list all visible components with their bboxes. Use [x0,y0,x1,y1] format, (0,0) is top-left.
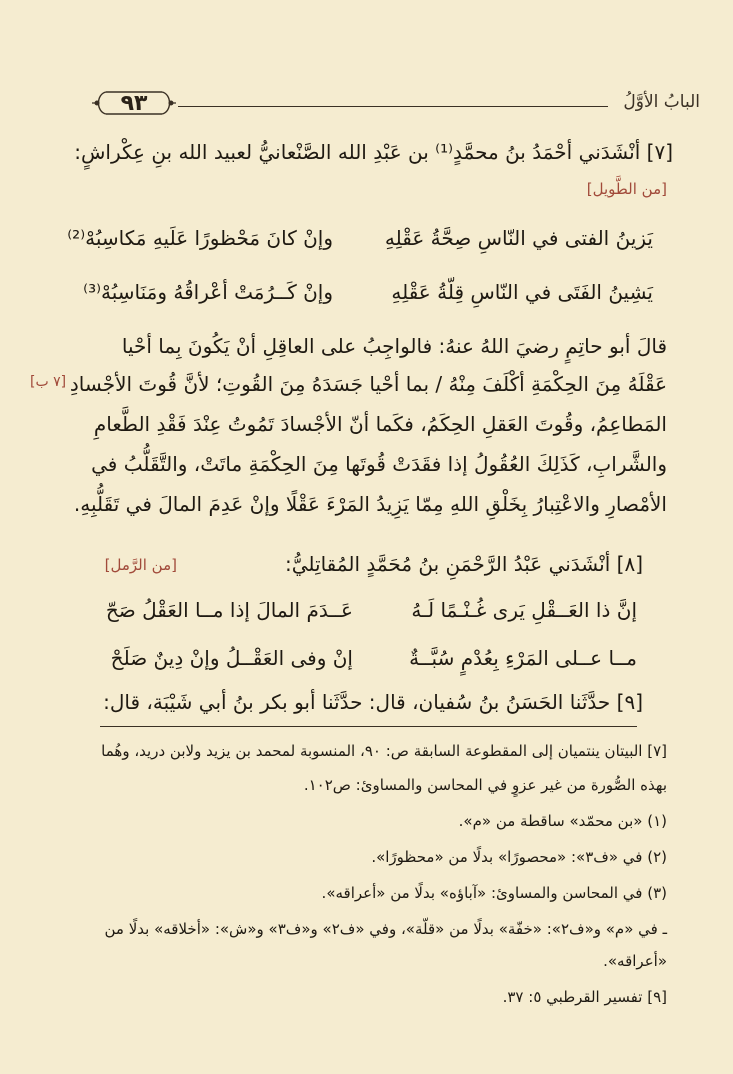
prose-line-5: الأمْصارِ والاعْتِبارُ بِخَلْقِ اللهِ مِمّا يَزِيدُ المَرْءَ عَقْلًا وإنْ عَدِمَ المالَ في تَقَلُّبِهِ. [73,492,667,516]
header-rule [178,106,608,107]
entry-8-verse-1-first: إنَّ ذا العَــقْلِ يَرى غُـنْـمًا لَـهُ [411,598,637,622]
page-header [60,86,700,122]
folio-mark: [٧ ب] [30,374,67,390]
entry-7-verse-2-first: يَشِينُ الفَتَى في النّاسِ قِلّةُ عَقْلِهِ [391,280,653,304]
footnote-line: (٢) في «ف٣»: «محصورًا» بدلًا من «محظورًا». [371,848,667,866]
footnote-line: [٧] البيتان ينتميان إلى المقطوعة السابقة ص: ٩٠، المنسوبة لمحمد بن يزيد ولابن دريد، وهُما [101,742,667,760]
entry-7-verse-2-second: وإنْ كَــرُمَتْ أعْراقُهُ ومَنَاسِبُهْ⁽³⁾ [83,280,333,304]
footnote-line: [٩] تفسير القرطبي ٥: ٣٧. [502,988,667,1006]
entry-7-meter: [من الطَّويل] [586,180,667,198]
prose-line-2: عَقْلَهُ مِنَ الحِكْمَةِ أكْلَفَ مِنْهُ / بما أحْيا جَسَدَهُ مِنَ القُوتِ؛ لأنَّ قُوتَ الأجْسادِ [69,372,667,396]
footnote-rule [100,726,637,727]
entry-8-verse-2-second: إنْ وفى العَقْــلُ وإنْ دِينٌ صَلَحْ [110,646,353,670]
entry-8-verse-1-second: عَــدَمَ المالَ إذا مــا العَقْلُ صَحّ [105,598,353,622]
prose-line-1: قالَ أبو حاتِمٍ رضيَ اللهُ عنهُ: فالواجِبُ على العاقِلِ أنْ يَكُونَ بِما أحْيا [121,334,667,358]
entry-9-heading: [٩] حدَّثَنا الحَسَنُ بنُ سُفيان، قال: حدَّثَنا أبو بكر بنُ أبي شَيْبَة، قال: [103,690,643,714]
entry-7-verse-1-first: يَزينُ الفتى في النّاسِ صِحَّةُ عَقْلِهِ [384,226,653,250]
footnote-line: «أعراقه». [603,952,667,970]
entry-8-verse-2-first: مــا عــلى المَرْءِ بِعُدْمٍ سُبَّــةٌ [409,646,637,670]
prose-line-3: المَطاعِمُ، وقُوتَ العَقلِ الحِكَمُ، فكَما أنّ الأجْسادَ تَمُوتُ عِنْدَ فَقْدِ الطَّعامِ [93,412,667,436]
footnote-line: (٣) في المحاسن والمساوئ: «آباؤه» بدلًا من «أعراقه». [321,884,667,902]
page-number-ornament [92,88,176,118]
footnote-line: بهذه الصُّورة من غير عزوٍ في المحاسن والمساوئ: ص١٠٢. [303,776,667,794]
chapter-title: البابُ الأوَّلُ [623,92,700,112]
entry-7-heading: [٧] أنْشَدَني أحْمَدُ بنُ محمَّدٍ⁽¹⁾ بن عَبْدِ الله الصَّنْعانيُّ لعبيد الله بنِ عِكْراشٍ: [74,140,673,164]
entry-8-heading: [٨] أنْشَدَني عَبْدُ الرَّحْمَنِ بنُ مُحَمَّدٍ المُقاتِليُّ: [284,552,643,576]
prose-line-4: والشَّرابِ، كَذَلِكَ العُقُولُ إذا فقَدَتْ قُوتَها مِنَ الحِكْمَةِ ماتَتْ، والتَّقَلُّبُ في [91,452,667,476]
entry-8-meter: [من الرَّمل] [104,556,177,574]
entry-7-verse-1-second: وإنْ كانَ مَحْظورًا عَلَيهِ مَكاسِبُهْ⁽²⁾ [67,226,333,250]
footnote-line: ـ في «م» و«ف٢»: «خفّة» بدلًا من «قلّة»، وفي «ف٢» و«ف٣» و«ش»: «أخلاقه» بدلًا من [104,920,667,938]
page-number: ٩٣ [120,90,148,116]
footnote-line: (١) «بن محمّد» ساقطة من «م». [458,812,667,830]
